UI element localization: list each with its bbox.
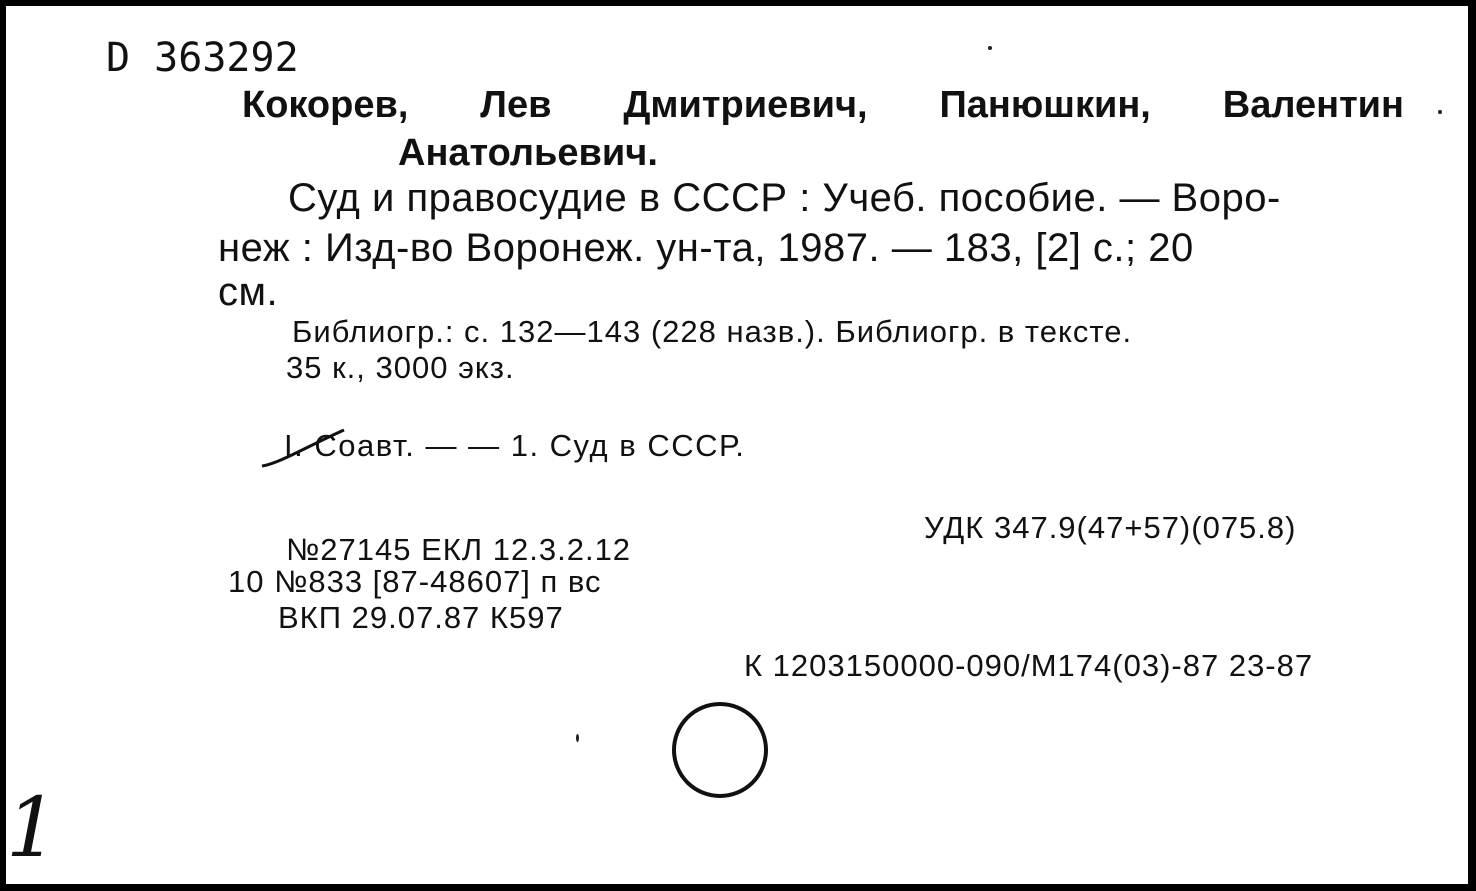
author-word: Кокорев, xyxy=(242,84,409,126)
title-line: неж : Изд-во Воронеж. ун-та, 1987. — 183, [2] с.; 20 xyxy=(218,226,1194,270)
punch-hole xyxy=(672,702,768,798)
author-word: Валентин xyxy=(1222,84,1404,126)
title-line: см. xyxy=(218,270,279,314)
registry-line: ВКП 29.07.87 К597 xyxy=(278,600,564,635)
registry-line: 10 №833 [87-48607] п вс xyxy=(228,564,602,599)
catalog-card xyxy=(6,6,1468,884)
registry-line: №27145 ЕКЛ 12.3.2.12 xyxy=(286,532,632,567)
author-word: Дмитриевич, xyxy=(623,84,868,126)
author-word: Лев xyxy=(480,84,552,126)
tracings-line: I. Соавт. — — 1. Суд в СССР. xyxy=(284,428,746,463)
authors-line xyxy=(242,86,1404,124)
title-line: Суд и правосудие в СССР : Учеб. пособие. — Воро- xyxy=(288,176,1281,220)
page-number: 1 xyxy=(6,781,59,876)
speck xyxy=(1438,110,1442,114)
price-note: 35 к., 3000 экз. xyxy=(286,350,515,385)
speck xyxy=(988,46,992,50)
price-code: К 1203150000-090/М174(03)-87 23-87 xyxy=(744,648,1314,683)
bibliography-note: Библиогр.: с. 132—143 (228 назв.). Библиогр. в тексте. xyxy=(292,314,1133,349)
authors-continuation: Анатольевич. xyxy=(398,132,658,174)
handwritten-number: D 363292 xyxy=(106,35,299,81)
udc-code: УДК 347.9(47+57)(075.8) xyxy=(924,510,1297,545)
speck xyxy=(576,734,579,742)
author-word: Панюшкин, xyxy=(939,84,1151,126)
